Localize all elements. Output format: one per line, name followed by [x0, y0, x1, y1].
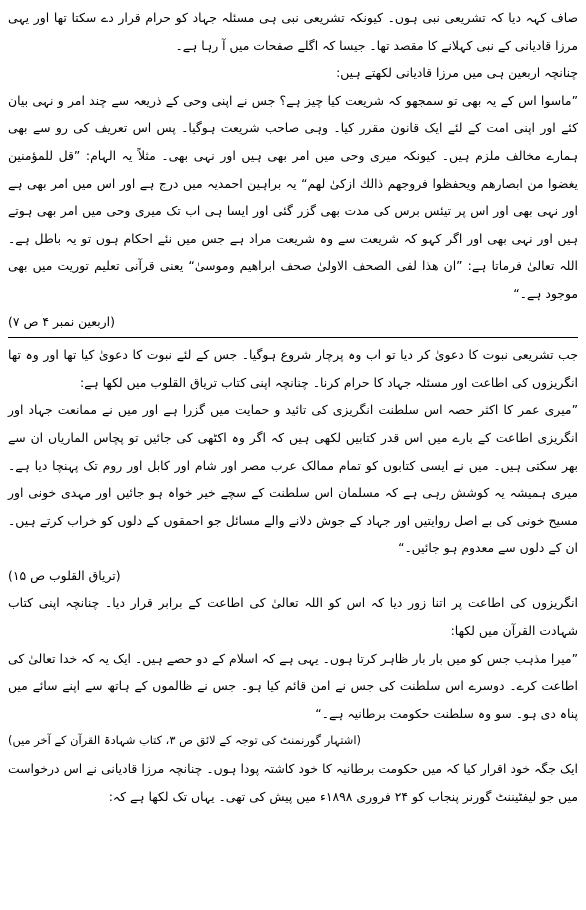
reference-ishtihar: (اشتہار گورنمنٹ کی توجہ کے لائق ص ۳، کتاب شہادۃ القرآن کے آخر میں) — [8, 733, 361, 748]
reference-arbaeen: (اربعین نمبر ۴ ص ۷) — [8, 313, 115, 329]
paragraph-prophethood-claim: صاف کہہ دیا کہ تشریعی نبی ہوں۔ کیونکہ تشریعی نبی ہی مسئلہ جہاد کو حرام قرار دے سکتا تھا اور یہی مرزا قادیانی کے نبی کہلانے کا مقصد تھا۔ جیسا کہ اگلے صفحات میں آ رہا ہے۔ — [8, 10, 578, 53]
section-divider — [8, 337, 578, 338]
quote-tiryaq-ul-quloob: ”میری عمر کا اکثر حصہ اس سلطنت انگریزی کی تائید و حمایت میں گزرا ہے اور میں نے ممانعت جہاد اور انگریزی اطاعت کے بارے میں اس قدر کتابیں لکھی ہیں کہ اگر وہ اکٹھی کی جائیں تو پچاس الماریاں ان سے بھر سکتی ہیں۔ میں نے ایسی کتابوں کو تمام ممالک عرب مصر اور شام اور کابل اور روم تک پہنچا دیا ہے۔ میری ہمیشہ یہ کوشش رہی ہے کہ مسلمان اس سلطنت کے سچے خیر خواہ ہو جائیں اور مہدی خونی اور مسیح خونی کی بے اصل روایتیں اور جہاد کے جوش دلانے والے مسائل جو احمقوں کے دلوں کو خراب کرتے ہیں۔ ان کے دلوں سے معدوم ہو جائیں۔“ — [8, 402, 578, 556]
quote-shahadat-ul-quran: ”میرا مذہب جس کو میں بار بار ظاہر کرتا ہوں۔ یہی ہے کہ اسلام کے دو حصے ہیں۔ ایک یہ کہ خدا تعالیٰ کی اطاعت کرے۔ دوسرے اس سلطنت کی جس نے امن قائم کیا ہو۔ جس نے ظالموں کے ہاتھ سے اپنے سائے میں پناہ دی ہو۔ سو وہ سلطنت حکومت برطانیہ ہے۔“ — [8, 650, 578, 721]
reference-tiryaq-ul-quloob: (تریاق القلوب ص ۱۵) — [8, 567, 121, 583]
quote-arbaeen: ”ماسوا اس کے یہ بھی تو سمجھو کہ شریعت کیا چیز ہے؟ جس نے اپنی وحی کے ذریعہ سے چند امر و نہی بیان کئے اور اپنی امت کے لئے ایک قانون مقرر کیا۔ وہی صاحب شریعت ہوگیا۔ پس اس تعریف کی رو سے بھی ہمارے مخالف ملزم ہیں۔ کیونکہ میری وحی میں امر بھی ہیں اور نہی بھی۔ مثلاً یہ الہام: ”قل للمؤمنین یغضوا من ابصارهم ویحفظوا فروجهم ذالك ازكىٰ لهم“ یہ براہین احمدیہ میں درج ہے اور اس میں امر بھی ہے اور نہی بھی اور اس پر تیئس برس کی مدت بھی گزر گئی اور ایسا ہی اب تک میری وحی میں امر بھی ہوتے ہیں اور نہی بھی اور اگر کہو کہ شریعت سے وہ شریعت مراد ہے جس میں نئے احکام ہوں تو یہ باطل ہے۔ اللہ تعالیٰ فرماتا ہے: ”ان هذا لفی الصحف الاولىٰ صحف ابراهیم وموسیٰ“ یعنی قرآنی تعلیم توریت میں بھی موجود ہے۔“ — [8, 92, 578, 301]
paragraph-obedience-jihad: جب تشریعی نبوت کا دعویٰ کر دیا تو اب وہ پرچار شروع ہوگیا۔ جس کے لئے نبوت کا دعویٰ کیا تھا اور وہ تھا انگریزوں کی اطاعت اور مسئلہ جہاد کا حرام کرنا۔ چنانچہ اپنی کتاب تریاق القلوب میں لکھا ہے: — [8, 347, 578, 390]
paragraph-shahadat-ul-quran: انگریزوں کی اطاعت پر اتنا زور دیا کہ اس کو اللہ تعالیٰ کی اطاعت کے برابر قرار دیا۔ چنانچہ اپنی کتاب شہادت القرآن میں لکھا: — [8, 595, 578, 639]
intro-arbaeen: چنانچہ اربعین ہی میں مرزا قادیانی لکھتے ہیں: — [336, 65, 578, 81]
paragraph-self-planted: ایک جگہ خود اقرار کیا کہ میں حکومت برطانیہ کا خود کاشتہ پودا ہوں۔ چنانچہ مرزا قادیانی نے اس درخواست میں جو لیفٹیننٹ گورنر پنجاب کو ۲۴ فروری ۱۸۹۸ء میں پیش کی تھی۔ یہاں تک لکھا ہے کہ: — [8, 761, 578, 804]
